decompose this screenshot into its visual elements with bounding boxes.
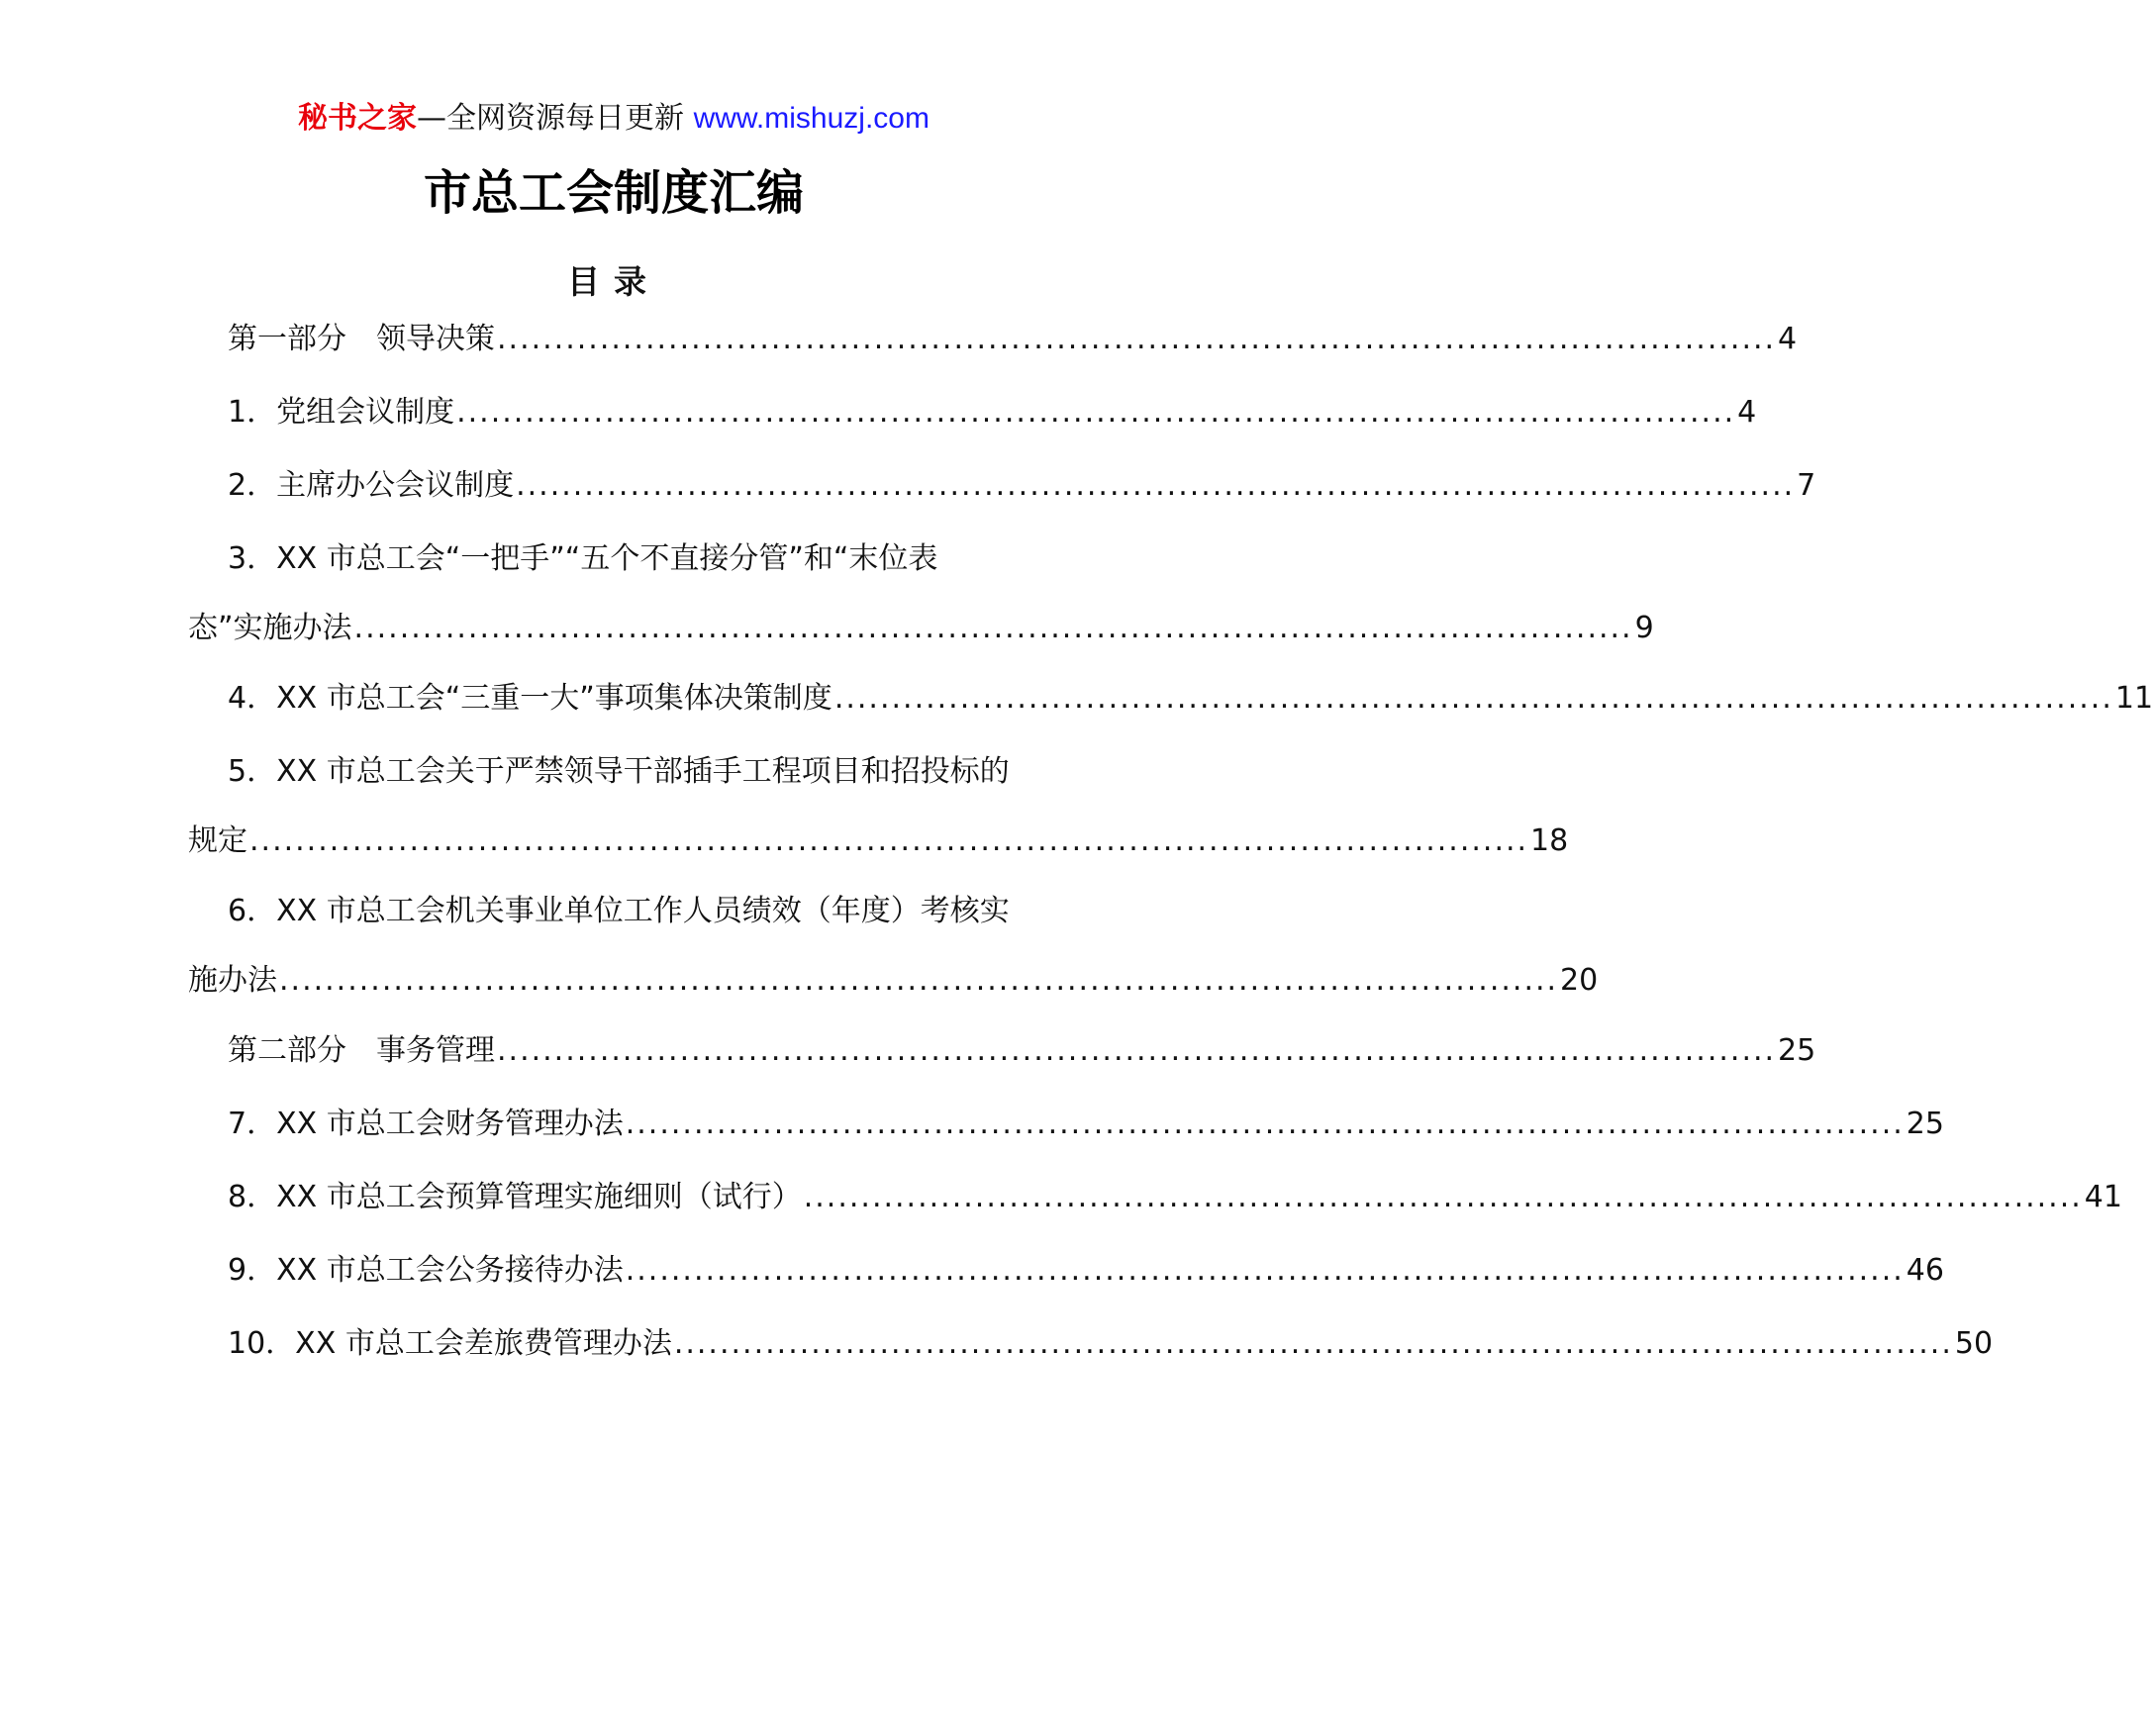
dot-leader: ................................................................................................................	[497, 322, 1777, 356]
toc-entry-title-line1: 3．XX 市总工会“一把手”“五个不直接分管”和“末位表	[228, 541, 938, 576]
toc-entry[interactable]	[188, 391, 1757, 434]
toc-entry[interactable]	[188, 890, 1599, 1003]
toc-entry-page: 25	[1906, 1107, 1944, 1141]
toc-entry-page: 4	[1737, 395, 1757, 430]
toc-entry-page: 50	[1954, 1326, 1994, 1361]
site-url[interactable]: www.mishuzj.com	[693, 102, 930, 135]
toc-entry-page: 7	[1797, 468, 1816, 503]
toc-entry-title: 9．XX 市总工会公务接待办法	[228, 1253, 624, 1288]
toc-heading: 目录	[567, 262, 660, 301]
toc-entry[interactable]	[188, 318, 1798, 361]
toc-entry-title-line1: 5．XX 市总工会关于严禁领导干部插手工程项目和招投标的	[228, 754, 1010, 789]
toc-entry-title: 第一部分 领导决策	[228, 322, 495, 356]
toc-entry-title: 2．主席办公会议制度	[228, 468, 515, 503]
toc-entry-title: 7．XX 市总工会财务管理办法	[228, 1107, 624, 1141]
toc-entry[interactable]	[188, 1029, 1816, 1073]
toc-entry-title: 施办法	[188, 963, 277, 998]
dot-leader: ................................................................................................................	[497, 1033, 1777, 1068]
toc-entry-title: 1．党组会议制度	[228, 395, 455, 430]
brand-name: 秘书之家	[298, 101, 418, 136]
toc-entry-page: 20	[1560, 963, 1599, 998]
toc-entry-page: 4	[1778, 322, 1798, 356]
toc-entry[interactable]	[188, 1176, 2122, 1219]
toc-entry[interactable]	[188, 537, 1654, 650]
toc-entry[interactable]	[188, 1249, 1944, 1293]
toc-entry[interactable]	[188, 464, 1816, 508]
header-slogan: —全网资源每日更新	[417, 101, 685, 136]
document-title: 市总工会制度汇编	[423, 165, 804, 221]
toc-entry-page: 11	[2114, 681, 2153, 716]
toc-entry-page: 25	[1778, 1033, 1816, 1068]
toc-entry[interactable]	[188, 677, 2153, 721]
dot-leader: ................................................................................................................	[625, 1253, 1905, 1288]
toc-entry-title-line1: 6．XX 市总工会机关事业单位工作人员绩效（年度）考核实	[228, 894, 1010, 928]
toc-entry[interactable]	[188, 750, 1569, 863]
toc-entry-page: 18	[1530, 823, 1569, 858]
dot-leader: ................................................................................................................	[456, 395, 1736, 430]
toc-entry-title: 态”实施办法	[188, 611, 352, 645]
toc-entry-title: 4．XX 市总工会“三重一大”事项集体决策制度	[228, 681, 832, 716]
dot-leader: ................................................................................................................	[803, 1180, 2083, 1214]
toc-entry-title: 第二部分 事务管理	[228, 1033, 495, 1068]
dot-leader: ................................................................................................................	[353, 611, 1633, 645]
toc-entry-title: 规定	[188, 823, 247, 858]
dot-leader: ................................................................................................................	[673, 1326, 1953, 1361]
dot-leader: ................................................................................................................	[625, 1107, 1905, 1141]
dot-leader: ................................................................................................................	[516, 468, 1796, 503]
dot-leader: ................................................................................................................	[833, 681, 2113, 716]
dot-leader: ................................................................................................................	[249, 823, 1529, 858]
toc-entry-title: 8．XX 市总工会预算管理实施细则（试行）	[228, 1180, 802, 1214]
toc-entry-page: 9	[1634, 611, 1654, 645]
toc-entry[interactable]	[188, 1103, 1944, 1146]
toc-entry-page: 46	[1906, 1253, 1944, 1288]
toc-entry[interactable]	[188, 1322, 1994, 1366]
toc-entry-title: 10．XX 市总工会差旅费管理办法	[228, 1326, 672, 1361]
toc-entry-page: 41	[2084, 1180, 2122, 1214]
dot-leader: ................................................................................................................	[279, 963, 1559, 998]
